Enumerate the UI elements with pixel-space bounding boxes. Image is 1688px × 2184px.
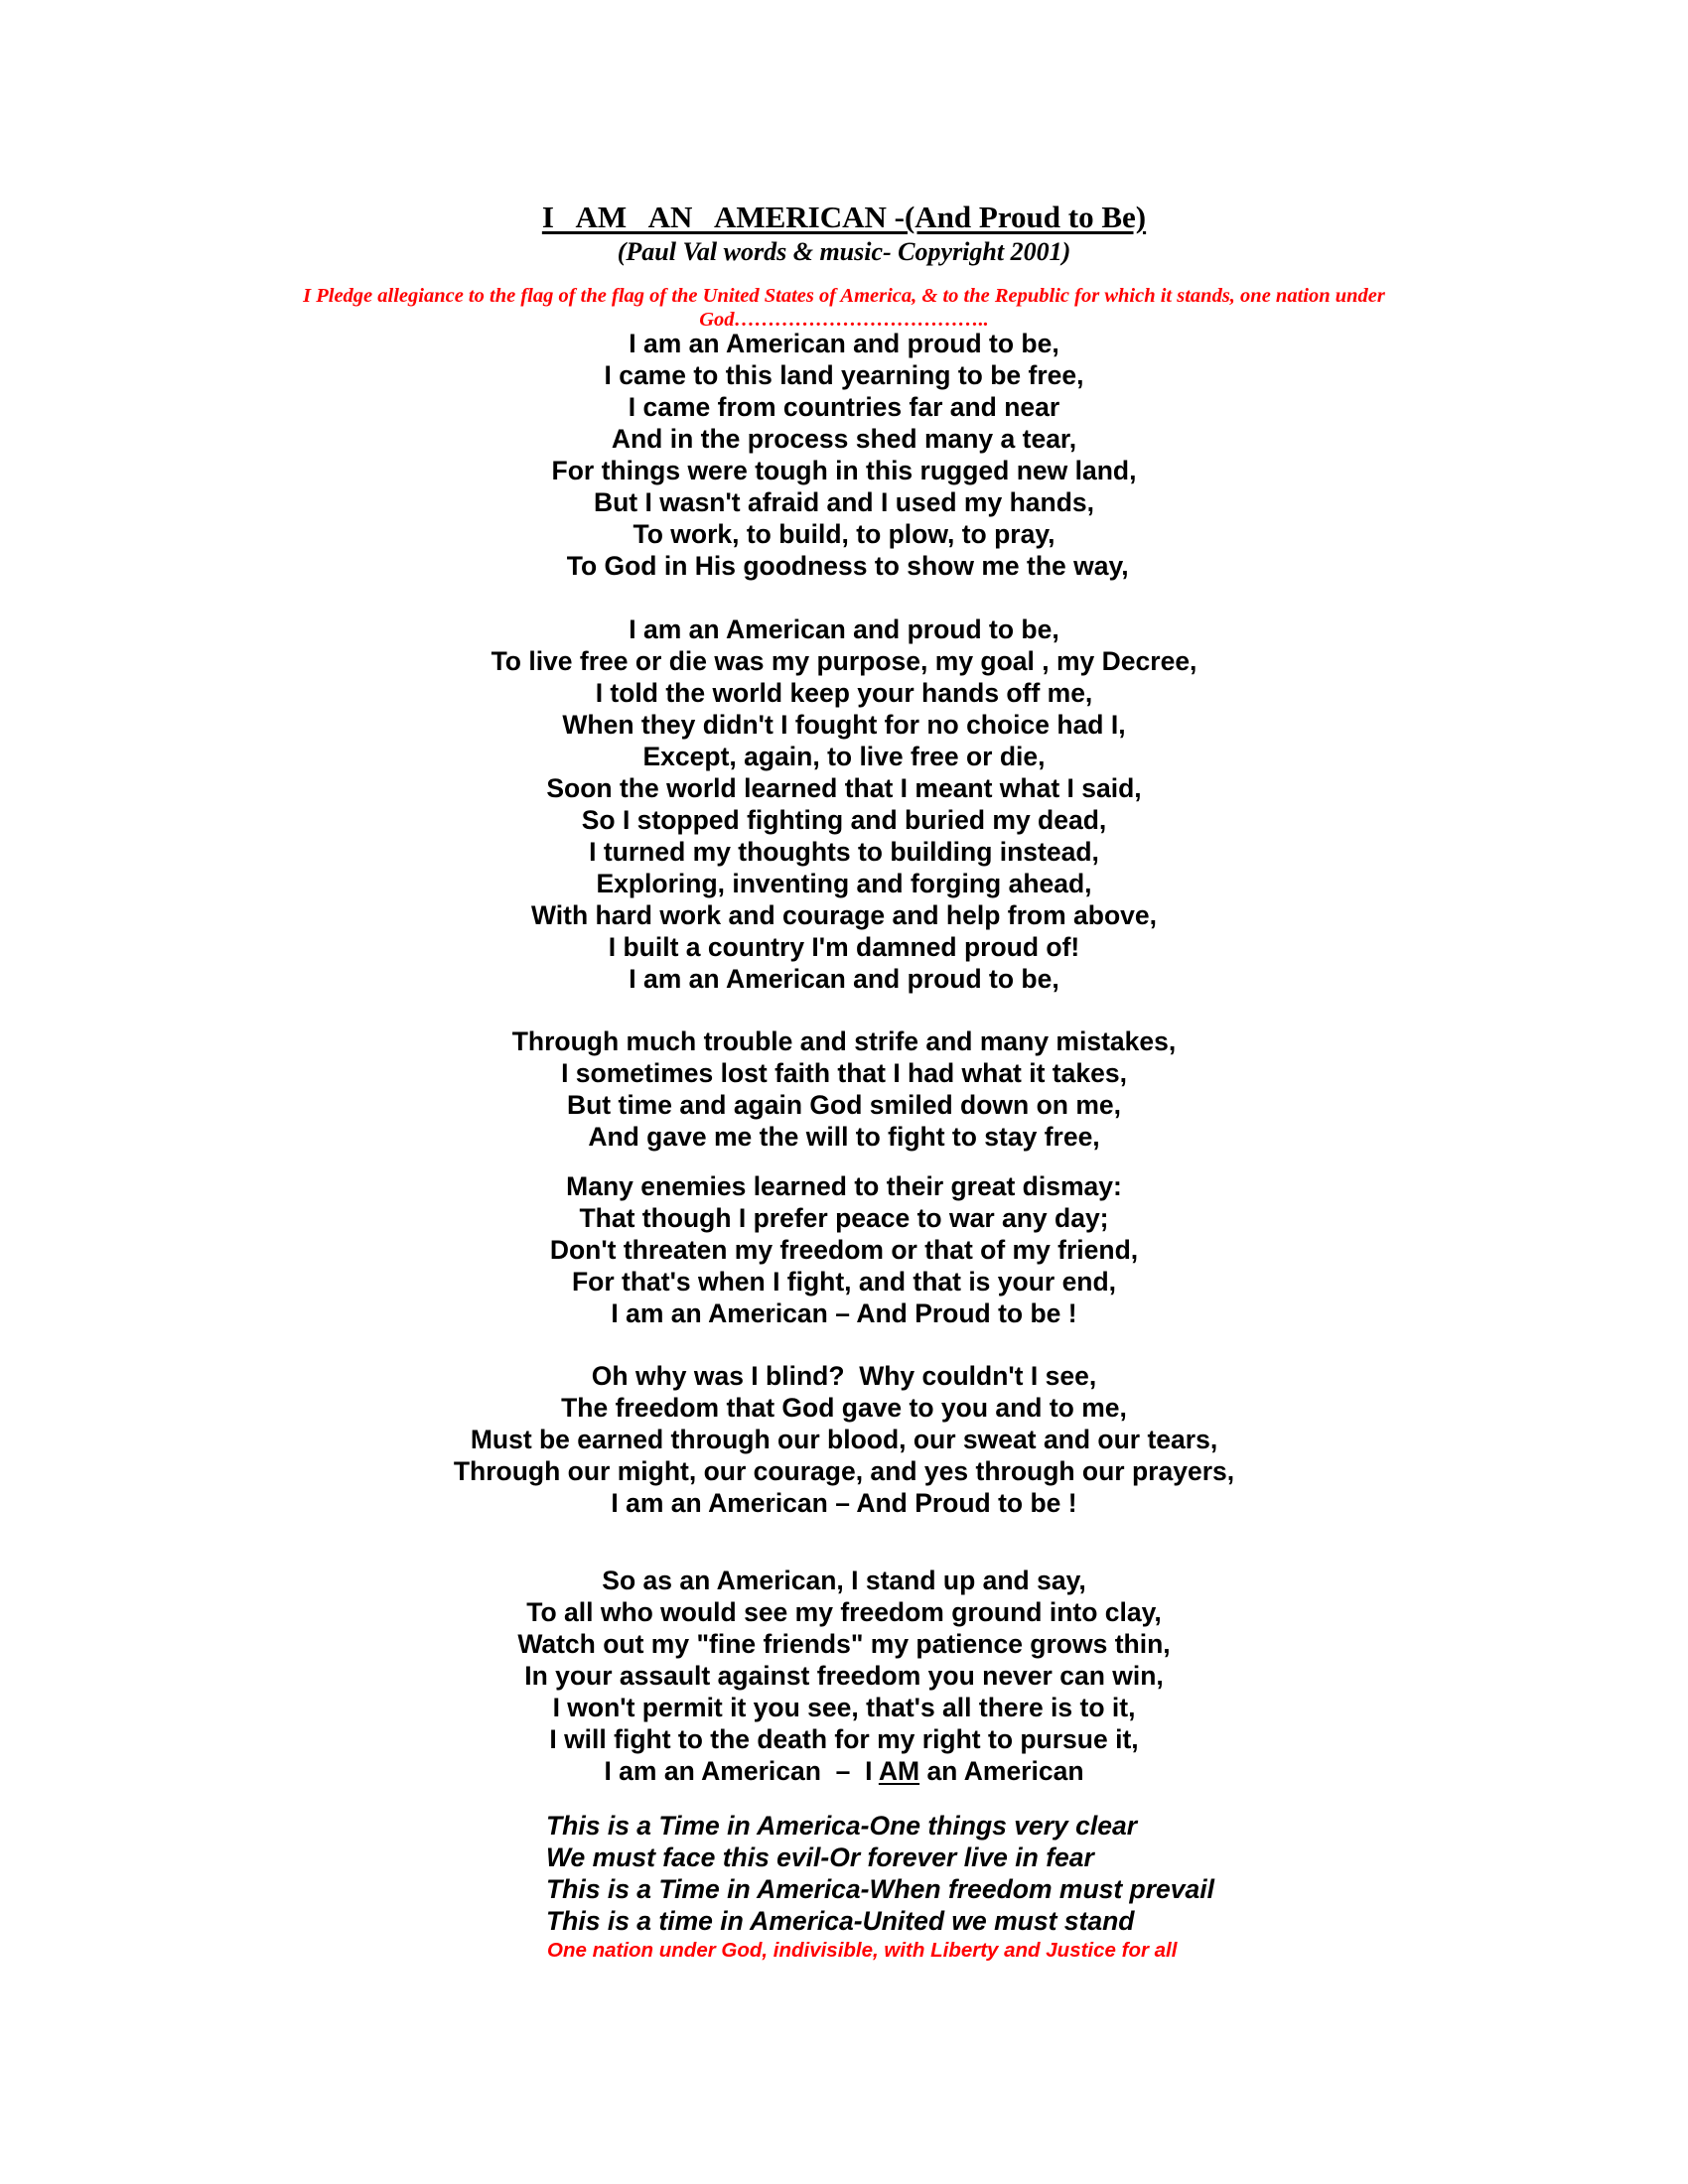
song-credit: (Paul Val words & music- Copyright 2001) — [617, 237, 1071, 266]
lyric-line: I came from countries far and near — [628, 392, 1060, 422]
stanza-5 — [0, 1360, 1688, 1519]
closing-line: This is a Time in America-One things very clear — [546, 1811, 1138, 1841]
lyric-line: In your assault against freedom you never can win, — [524, 1661, 1164, 1691]
lyric-line: I came to this land yearning to be free, — [604, 360, 1084, 390]
lyric-line: I am an American and proud to be, — [629, 614, 1059, 644]
lyric-line: I built a country I'm damned proud of! — [608, 932, 1080, 962]
lyric-line: I am an American and proud to be, — [629, 964, 1059, 994]
lyric-line: Soon the world learned that I meant what I said, — [546, 773, 1142, 803]
stanza-4 — [0, 1170, 1688, 1329]
final-pledge-line: One nation under God, indivisible, with Liberty and Justice for all — [547, 1939, 1178, 1962]
lyric-line: To God in His goodness to show me the way, — [559, 551, 1129, 581]
lyric-line: I told the world keep your hands off me, — [595, 678, 1093, 708]
last-line-emphasis: AM — [878, 1756, 920, 1786]
lyric-line: With hard work and courage and help from above, — [531, 900, 1157, 930]
lyric-line: But I wasn't afraid and I used my hands, — [593, 487, 1094, 517]
lyric-line: Don't threaten my freedom or that of my friend, — [549, 1235, 1139, 1265]
lyric-line: I sometimes lost faith that I had what it takes, — [561, 1058, 1127, 1088]
lyric-line: I am an American – And Proud to be ! — [611, 1488, 1077, 1518]
lyric-line: Must be earned through our blood, our sweat and our tears, — [470, 1425, 1218, 1454]
lyric-line: Through our might, our courage, and yes through our prayers, — [453, 1456, 1235, 1486]
lyric-line: To work, to build, to plow, to pray, — [633, 519, 1055, 549]
lyric-line: Many enemies learned to their great dismay: — [566, 1171, 1122, 1201]
closing-line: We must face this evil-Or forever live in fear — [546, 1843, 1094, 1872]
lyric-line: And in the process shed many a tear, — [611, 424, 1077, 454]
lyric-line: Exploring, inventing and forging ahead, — [596, 869, 1092, 898]
lyric-line: I turned my thoughts to building instead, — [589, 837, 1099, 867]
closing-stanza — [546, 1810, 1340, 1937]
lyric-line: Except, again, to live free or die, — [642, 742, 1046, 771]
lyric-line: Watch out my "fine friends" my patience grows thin, — [517, 1629, 1171, 1659]
lyric-line: So I stopped fighting and buried my dead, — [581, 805, 1107, 835]
stanza-3 — [0, 1025, 1688, 1153]
last-line-before: I am an American – I — [604, 1756, 879, 1786]
lyric-line: To live free or die was my purpose, my goal , my Decree, — [491, 646, 1197, 676]
lyric-line: That though I prefer peace to war any day; — [579, 1203, 1109, 1233]
pledge-text: I Pledge allegiance to the flag of the flag of the United States of America, & to the Republic for which it stands, one nation under God……………………………….. — [303, 285, 1385, 331]
lyric-line: The freedom that God gave to you and to me, — [561, 1393, 1127, 1423]
lyric-line: To all who would see my freedom ground into clay, — [526, 1597, 1162, 1627]
lyric-line: For things were tough in this rugged new land, — [551, 456, 1137, 485]
last-line-after: an American — [919, 1756, 1084, 1786]
lyric-line: So as an American, I stand up and say, — [602, 1566, 1086, 1595]
lyric-line-last — [0, 1755, 1688, 1787]
lyric-line: But time and again God smiled down on me, — [566, 1090, 1121, 1120]
lyric-line: Oh why was I blind? Why couldn't I see, — [591, 1361, 1097, 1391]
lyric-line: Through much trouble and strife and many mistakes, — [511, 1026, 1177, 1056]
lyric-line: I am an American and proud to be, — [629, 329, 1059, 358]
lyric-line: I won't permit it you see, that's all there is to it, — [552, 1693, 1136, 1722]
stanza-1 — [0, 328, 1688, 582]
lyric-line: For that's when I fight, and that is your end, — [571, 1267, 1117, 1297]
stanza-2 — [0, 614, 1688, 995]
stanza-6 — [0, 1565, 1688, 1787]
song-title: I AM AN AMERICAN -(And Proud to Be) — [541, 200, 1147, 234]
lyric-line: And gave me the will to fight to stay free, — [588, 1122, 1100, 1152]
lyric-line: I will fight to the death for my right to pursue it, — [549, 1724, 1139, 1754]
closing-line: This is a Time in America-When freedom must prevail — [546, 1874, 1214, 1904]
lyric-line: When they didn't I fought for no choice had I, — [562, 710, 1126, 740]
closing-line: This is a time in America-United we must stand — [546, 1906, 1135, 1936]
lyric-line: I am an American – And Proud to be ! — [611, 1298, 1077, 1328]
